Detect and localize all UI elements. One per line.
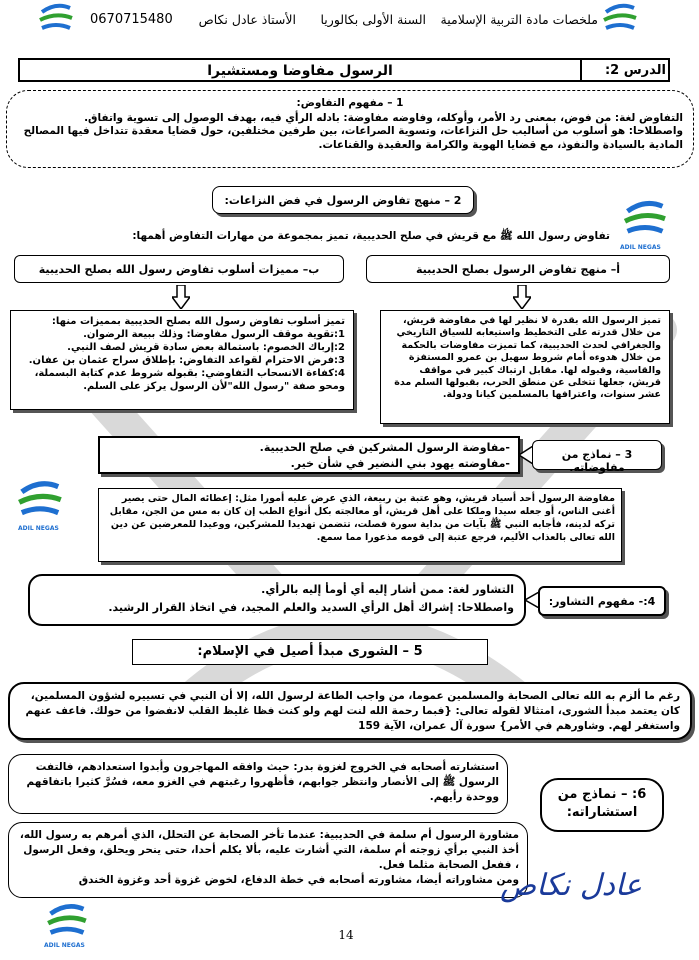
section-6-item-1-box [8, 754, 508, 814]
subsection-a-text: تميز الرسول الله بقدرة لا نظير لها في مفاوضة قريش، من خلال قدرته على التخطيط واستيعابه للسياق التاريخي والجغرافي لحدث الحديبية، كما تميزت مفاوضات بالحكمة من خلال هدوءه أمام شروط سهيل بن عمرو المستفزة والقاسية، وقبوله لها. مقابل ارتباك كبير في مواقف قريش، جعلها تتخلى عن منطق الحرب، بقبولها السلم مدة عشر سنوات، واعترافها بالمسلمين كيانا ودولة. [394, 315, 661, 401]
header-phone: 0670715480 [90, 12, 173, 27]
section-3-label: 3 – نماذج من مفاوضاته. [532, 440, 662, 470]
list-item: 2:إرباك الخصوم: باستمالة بعض سادة قريش لصف النبي. [67, 342, 345, 353]
section-1-line-1: التفاوض لغة: من فوض، بمعنى رد الأمر، وأوكله، وفاوضه مفاوضة: بادله الرأي فيه، بهدف الوصول إلى تسوية واتفاق. [84, 111, 683, 124]
section-5-text-box [8, 682, 692, 740]
section-2-intro: تفاوض رسول الله ﷺ مع قريش في صلح الحديبية، تميز بمجموعة من مهارات التفاوض أهمها: [132, 230, 610, 242]
lesson-title-bar [18, 58, 670, 82]
brand-logo-bottom [42, 902, 92, 942]
header-level: السنة الأولى بكالوريا [320, 12, 426, 27]
list-item: 3:فرض الاحترام لقواعد التفاوض: بإطلاق سراح عثمان بن عفان. [28, 355, 345, 366]
subsection-a-title: أ– منهج تفاوض الرسول بصلح الحديبية [366, 255, 670, 283]
section-4-arrow [525, 592, 539, 608]
section-4-definition-box [28, 574, 526, 626]
subsection-b-content [10, 310, 354, 410]
section-3-examples-box [98, 436, 520, 474]
section-6-item-2-box [8, 822, 528, 898]
section-3-item-1: -مفاوضة الرسول المشركين في صلح الحديبية. [259, 441, 510, 454]
section-4-line-1: التشاور لغة: ممن أشار إليه أي أومأ إليه بالرأي. [261, 583, 514, 596]
section-1-line-2: واصطلاحا: هو أسلوب من أساليب حل النزاعات، وتسوية الصراعات، بين طرفين مختلفين، حول قضايا معقدة تتداخل فيها المصالح المادية بالسيادة والنفوذ، مع قضايا الهوية والكرامة والعقيدة والقناعات. [23, 125, 683, 151]
subsection-a-content [380, 310, 670, 424]
section-3-item-2: -مفاوضته يهود بني النضير في شأن خير. [290, 457, 510, 470]
subsection-b-intro: تميز أسلوب تفاوض رسول الله بصلح الحديبية بمميزات منها: [51, 316, 345, 327]
lesson-number: الدرس 2: [604, 63, 666, 78]
subsection-b-title: ب– مميزات أسلوب تفاوض رسول الله بصلح الحديبية [14, 255, 344, 283]
list-item: 4:كفاءة الانسحاب التفاوضي: بقبوله شروط عدم كتابة البسملة، ومحو صفة "رسول الله"لأن الرسول يركز على السلم. [34, 368, 345, 392]
list-item: 1:تقوية موقف الرسول مفاوضا: وذلك ببيعة الرضوان. [83, 329, 345, 340]
section-1-heading: 1 – مفهوم التفاوض: [296, 97, 404, 109]
section-6-item-2: مشاورة الرسول أم سلمة في الحديبية: عندما تأخر الصحابة عن التحلل، الذي أمرهم به رسول الله، أخذ النبي برأي زوجته أم سلمة، التي أشارت عليه، بألا يكلم أحدا، حتى ينحر ويحلق، وفعل الرسول ، ففعل الصحابة مثلما فعل. [19, 829, 519, 871]
header-bar [80, 12, 600, 32]
section-3-arrow [519, 446, 533, 464]
section-6-item-3: ومن مشاوراته أيضا، مشاورته أصحابه في خطة الدفاع، لخوض غزوة أحد وغزوة الخندق [78, 874, 519, 886]
section-2-heading: 2 – منهج تفاوض الرسول في فض النزاعات: [212, 186, 474, 214]
page-number: 14 [338, 928, 354, 942]
brand-logo-left [36, 2, 76, 36]
section-4-line-2: واصطلاحا: إشراك أهل الرأي السديد والعلم المجيد، في اتخاذ القرار الرشيد. [108, 601, 514, 614]
section-5-heading: 5 – الشورى مبدأ أصيل في الإسلام: [132, 639, 488, 665]
header-subject: ملخصات مادة التربية الإسلامية [440, 12, 598, 27]
brand-logo-mid-right-text: ADIL NEGAS [620, 244, 661, 251]
brand-logo-mid-left-text: ADIL NEGAS [18, 525, 59, 532]
section-6-item-1: استشارته أصحابه في الخروج لغزوة بدر: حيث وافقه المهاجرون وأبدوا استعدادهم، فالتفت الرسول ﷺ إلى الأنصار وانتظر جوابهم، فأظهروا رغبتهم في الغزو معه، فسُرَّ كثيرا باتفاقهم ووحدة رأيهم. [26, 761, 499, 803]
brand-logo-mid-left [14, 478, 66, 524]
brand-logo-bottom-text: ADIL NEGAS [44, 942, 85, 949]
section-4-label: 4:- مفهوم التشاور: [538, 586, 666, 616]
header-teacher: الأستاذ عادل نكاص [198, 12, 296, 27]
arrow-down-b [172, 285, 190, 309]
brand-logo-right [600, 2, 640, 36]
title-divider [580, 60, 582, 80]
section-3-story: مفاوضة الرسول أحد أسياد قريش، وهو عتبة بن ربيعة، الذي عرض عليه أمورا مثل: إعطائه المال حتى يصير أغنى الناس، أو جعله سيدا وملكا على أهل قريش، أو معالجته بكل أنواع الطب إن كان به مس من الجن، مقابل تركه لدينه، فأجابه النبي ﷺ بآيات من بداية سورة فصلت، تتضمن تهديدا للمشركين، ووعيدا للمعرضين عن دين الله تعالى بالعذاب الأليم، فرجع عتبة إلى قومه مذعورا مما سمع. [109, 493, 615, 543]
brand-logo-mid-right [620, 198, 670, 242]
section-6-label: 6: – نماذج من استشاراته: [540, 778, 664, 832]
section-negotiation-concept [6, 90, 694, 168]
section-5-text: رغم ما ألزم به الله تعالى الصحابة والمسلمين عموما، من واجب الطاعة لرسول الله، إلا أن النبي في تسييره لشؤون المسلمين، كان يعتمد مبدأ الشورى، امتثالا لقوله تعالى: {فبما رحمة الله لنت لهم ولو كنت فظا غليظ القلب لانفضوا من حولك. فاعف عنهم واستغفر لهم. وشاورهم في الأمر} سورة آل عمران، الآية 159 [25, 690, 680, 732]
section-3-story-box [98, 488, 622, 562]
lesson-title: الرسول مفاوضا ومستشيرا [207, 63, 393, 79]
signature: عادل نكاص [499, 868, 642, 903]
arrow-down-a [513, 285, 531, 309]
